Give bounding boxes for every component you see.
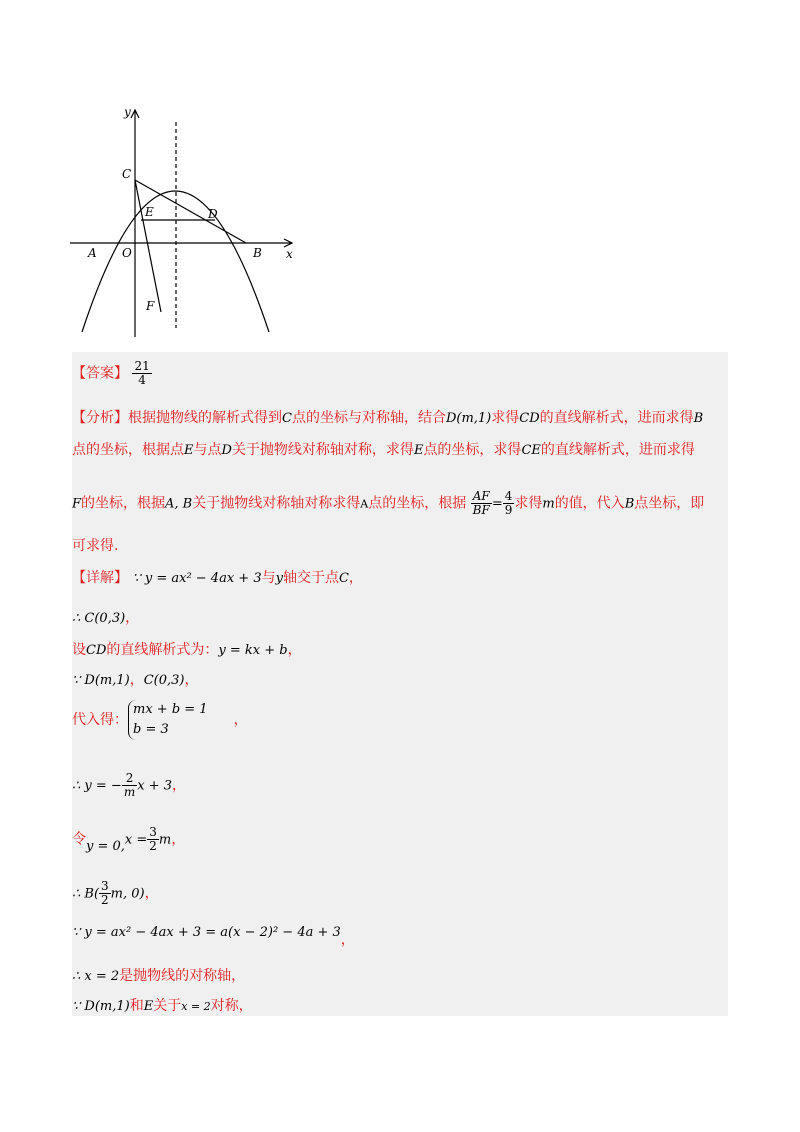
detail-line-11: ∵ D(m,1)和E关于x = 2对称， <box>72 998 253 1014</box>
three-halves-fraction: $\frac{3}{2}$ <box>149 825 157 853</box>
label-c: C <box>122 167 132 181</box>
label-e: E <box>145 205 154 219</box>
detail-label: 【详解】 <box>72 570 128 586</box>
label-f: F <box>146 299 155 313</box>
answer-label: 【答案】 <box>72 365 128 382</box>
two-over-m-fraction: $\frac{2}{m}$ <box>123 771 136 799</box>
detail-line-1: 【详解】 ∵ y = ax² − 4ax + 3与y轴交于点C， <box>72 570 363 586</box>
answer-row <box>72 360 152 387</box>
label-d: D <box>208 207 218 221</box>
parabola-figure <box>60 100 310 345</box>
detail-line-9: ∵ y = ax² − 4ax + 3 = a(x − 2)² − 4a + 3， <box>72 925 355 948</box>
af-bf-fraction: $\frac{AF}{BF}$ <box>472 489 490 517</box>
answer-fraction: $\frac{21}{4}$ <box>134 359 150 387</box>
analysis-line-2: 点的坐标，根据点E与点D关于抛物线对称轴对称，求得E点的坐标，求得CE的直线解析式，进而求得 <box>72 442 695 458</box>
detail-line-3: 设CD的直线解析式为：y = kx + b， <box>72 642 302 658</box>
label-a: A <box>88 246 97 260</box>
detail-line-8: ∴ B( $\frac{3}{2}$ m, 0)， <box>72 879 159 907</box>
detail-line-5: 代入得： mx + b = 1 b = 3 ， <box>72 700 248 740</box>
analysis-line-1: 【分析】根据抛物线的解析式得到C点的坐标与对称轴，结合D(m,1)求得CD的直线解析式，进而求得B <box>72 410 704 426</box>
analysis-line-3: F的坐标，根据A, B关于抛物线对称轴对称求得A点的坐标，根据 $\frac{AF}{BF}$ = $\frac{4}{9}$ 求得m的值，代入B点坐标，即 <box>72 489 705 517</box>
detail-line-6: ∴ y = − $\frac{2}{m}$ x + 3， <box>72 771 186 799</box>
b-three-halves-fraction: $\frac{3}{2}$ <box>101 879 109 907</box>
segment-cf <box>135 180 161 312</box>
analysis-label: 【分析】 <box>72 410 128 426</box>
detail-line-2: ∴ C(0,3)， <box>72 610 140 626</box>
label-b: B <box>253 246 262 260</box>
detail-line-10: ∴ x = 2是抛物线的对称轴， <box>72 968 246 984</box>
detail-line-4: ∵ D(m,1)，C(0,3)， <box>72 672 199 688</box>
label-x: x <box>286 247 293 261</box>
label-o: O <box>122 246 132 260</box>
analysis-line-4: 可求得. <box>72 538 119 554</box>
parabola-curve <box>82 191 269 332</box>
equation-system: mx + b = 1 b = 3 <box>128 700 208 740</box>
four-ninths-fraction: $\frac{4}{9}$ <box>504 489 513 517</box>
label-y: y <box>124 105 131 119</box>
detail-line-7: 令y = 0,x = $\frac{3}{2}$ m， <box>72 825 186 854</box>
